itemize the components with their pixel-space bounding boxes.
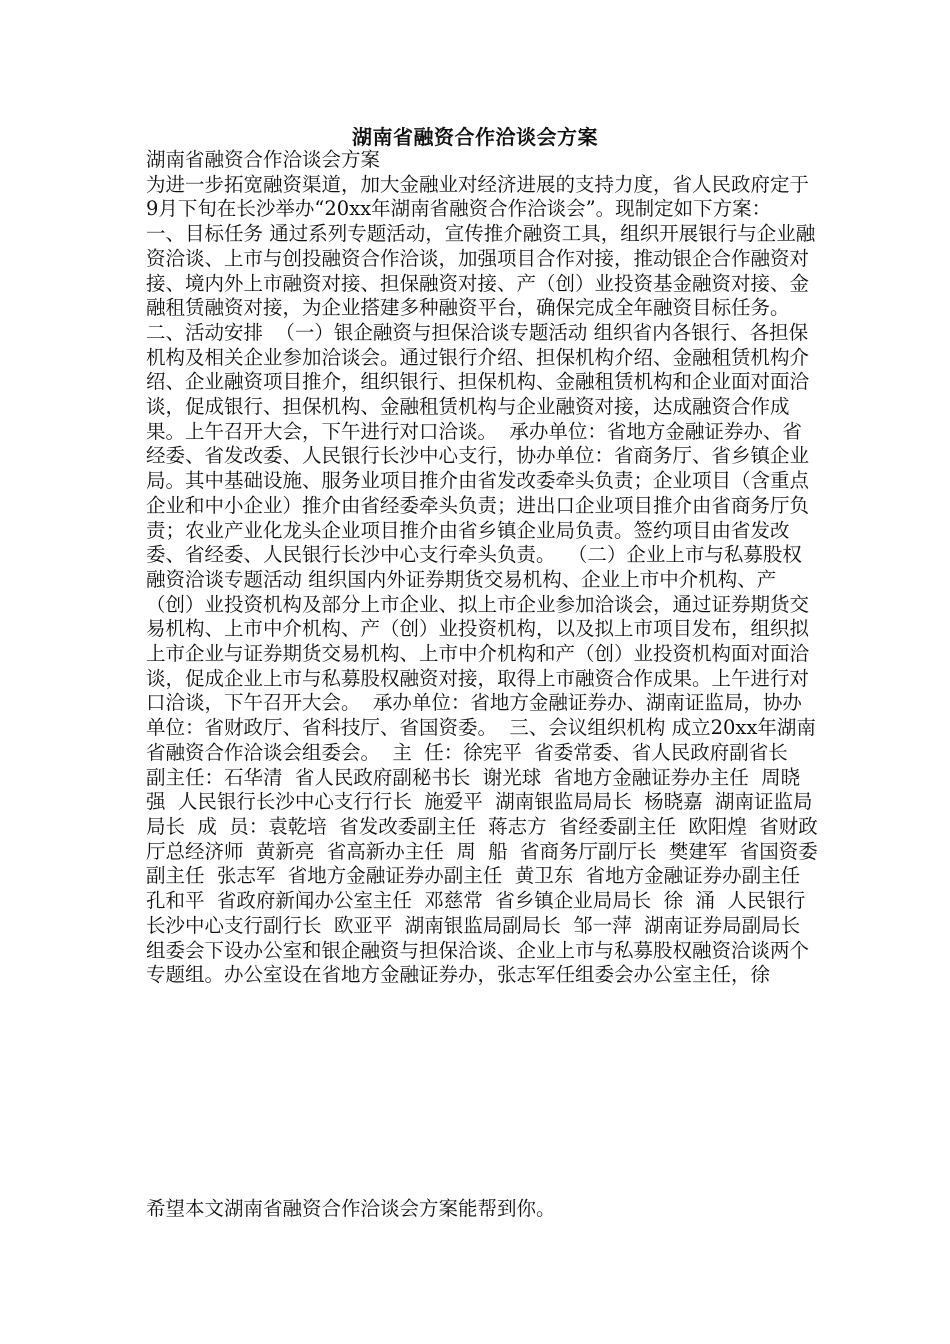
document-title: 湖南省融资合作洽谈会方案 bbox=[352, 125, 598, 149]
document-body-text: 为进一步拓宽融资渠道，加大金融业对经济进展的支持力度，省人民政府定于9月下旬在长沙举办“20xx年湖南省融资合作洽谈会”。现制定如下方案： 一、目标任务 通过系列专题活动，宣传推介融资工具，组织开展银行与企业融资洽谈、上市与创投融资合作洽谈，加强项目合作对接，推动银企合作融资对接、境内外上市融资对接、担保融资对接、产（创）业投资基金融资对接、金融租赁融资对接，为企业搭建多种融资平台，确保完成全年融资目标任务。 二、活动安排 （一）银企融资与担保洽谈专题活动 组织省内各银行、各担保机构及相关企业参加洽谈会。通过银行介绍、担保机构介绍、金融租赁机构介绍、企业融资项目推介，组织银行、担保机构、金融租赁机构和企业面对面洽谈，促成银行、担保机构、金融租赁机构与企业融资对接，达成融资合作成果。上午召开大会，下午进行对口洽谈。 承办单位：省地方金融证券办、省经委、省发改委、人民银行长沙中心支行，协办单位：省商务厅、省乡镇企业局。其中基础设施、服务业项目推介由省发改委牵头负责；企业项目（含重点企业和中小企业）推介由省经委牵头负责；进出口企业项目推介由省商务厅负责；农业产业化龙头企业项目推介由省乡镇企业局负责。签约项目由省发改委、省经委、人民银行长沙中心支行牵头负责。 （二）企业上市与私募股权融资洽谈专题活动 组织国内外证券期货交易机构、企业上市中介机构、产（创）业投资机构及部分上市企业、拟上市企业参加洽谈会，通过证券期货交易机构、上市中介机构、产（创）业投资机构，以及拟上市项目发布，组织拟上市企业与证券期货交易机构、上市中介机构和产（创）业投资机构面对面洽谈，促成企业上市与私募股权融资对接，取得上市融资合作成果。上午进行对口洽谈，下午召开大会。 承办单位：省地方金融证券办、湖南证监局，协办单位：省财政厅、省科技厅、省国资委。 三、会议组织机构 成立20xx年湖南省融资合作洽谈会组委会。 主 任：徐宪平 省委常委、省人民政府副省长 副主任：石华清 省人民政府副秘书长 谢光球 省地方金融证券办主任 周晓强 人民银行长沙中心支行行长 施爱平 湖南银监局局长 杨晓嘉 湖南证监局局长 成 员：袁乾培 省发改委副主任 蒋志方 省经委副主任 欧阳煌 省财政厅总经济师 黄新亮 省高新办主任 周 船 省商务厅副厅长 樊建军 省国资委副主任 张志军 省地方金融证券办副主任 黄卫东 省地方金融证券办副主任 孔和平 省政府新闻办公室主任 邓慈常 省乡镇企业局局长 徐 涌 人民银行长沙中心支行副行长 欧亚平 湖南银监局副局长 邹一萍 湖南证券局副局长 组委会下设办公室和银企融资与担保洽谈、企业上市与私募股权融资洽谈两个专题组。办公室设在省地方金融证券办，张志军任组委会办公室主任，徐 bbox=[146, 172, 818, 987]
document-subtitle: 湖南省融资合作洽谈会方案 bbox=[146, 148, 381, 171]
document-body bbox=[146, 148, 818, 988]
closing-line: 希望本文湖南省融资合作洽谈会方案能帮到你。 bbox=[146, 1197, 556, 1220]
